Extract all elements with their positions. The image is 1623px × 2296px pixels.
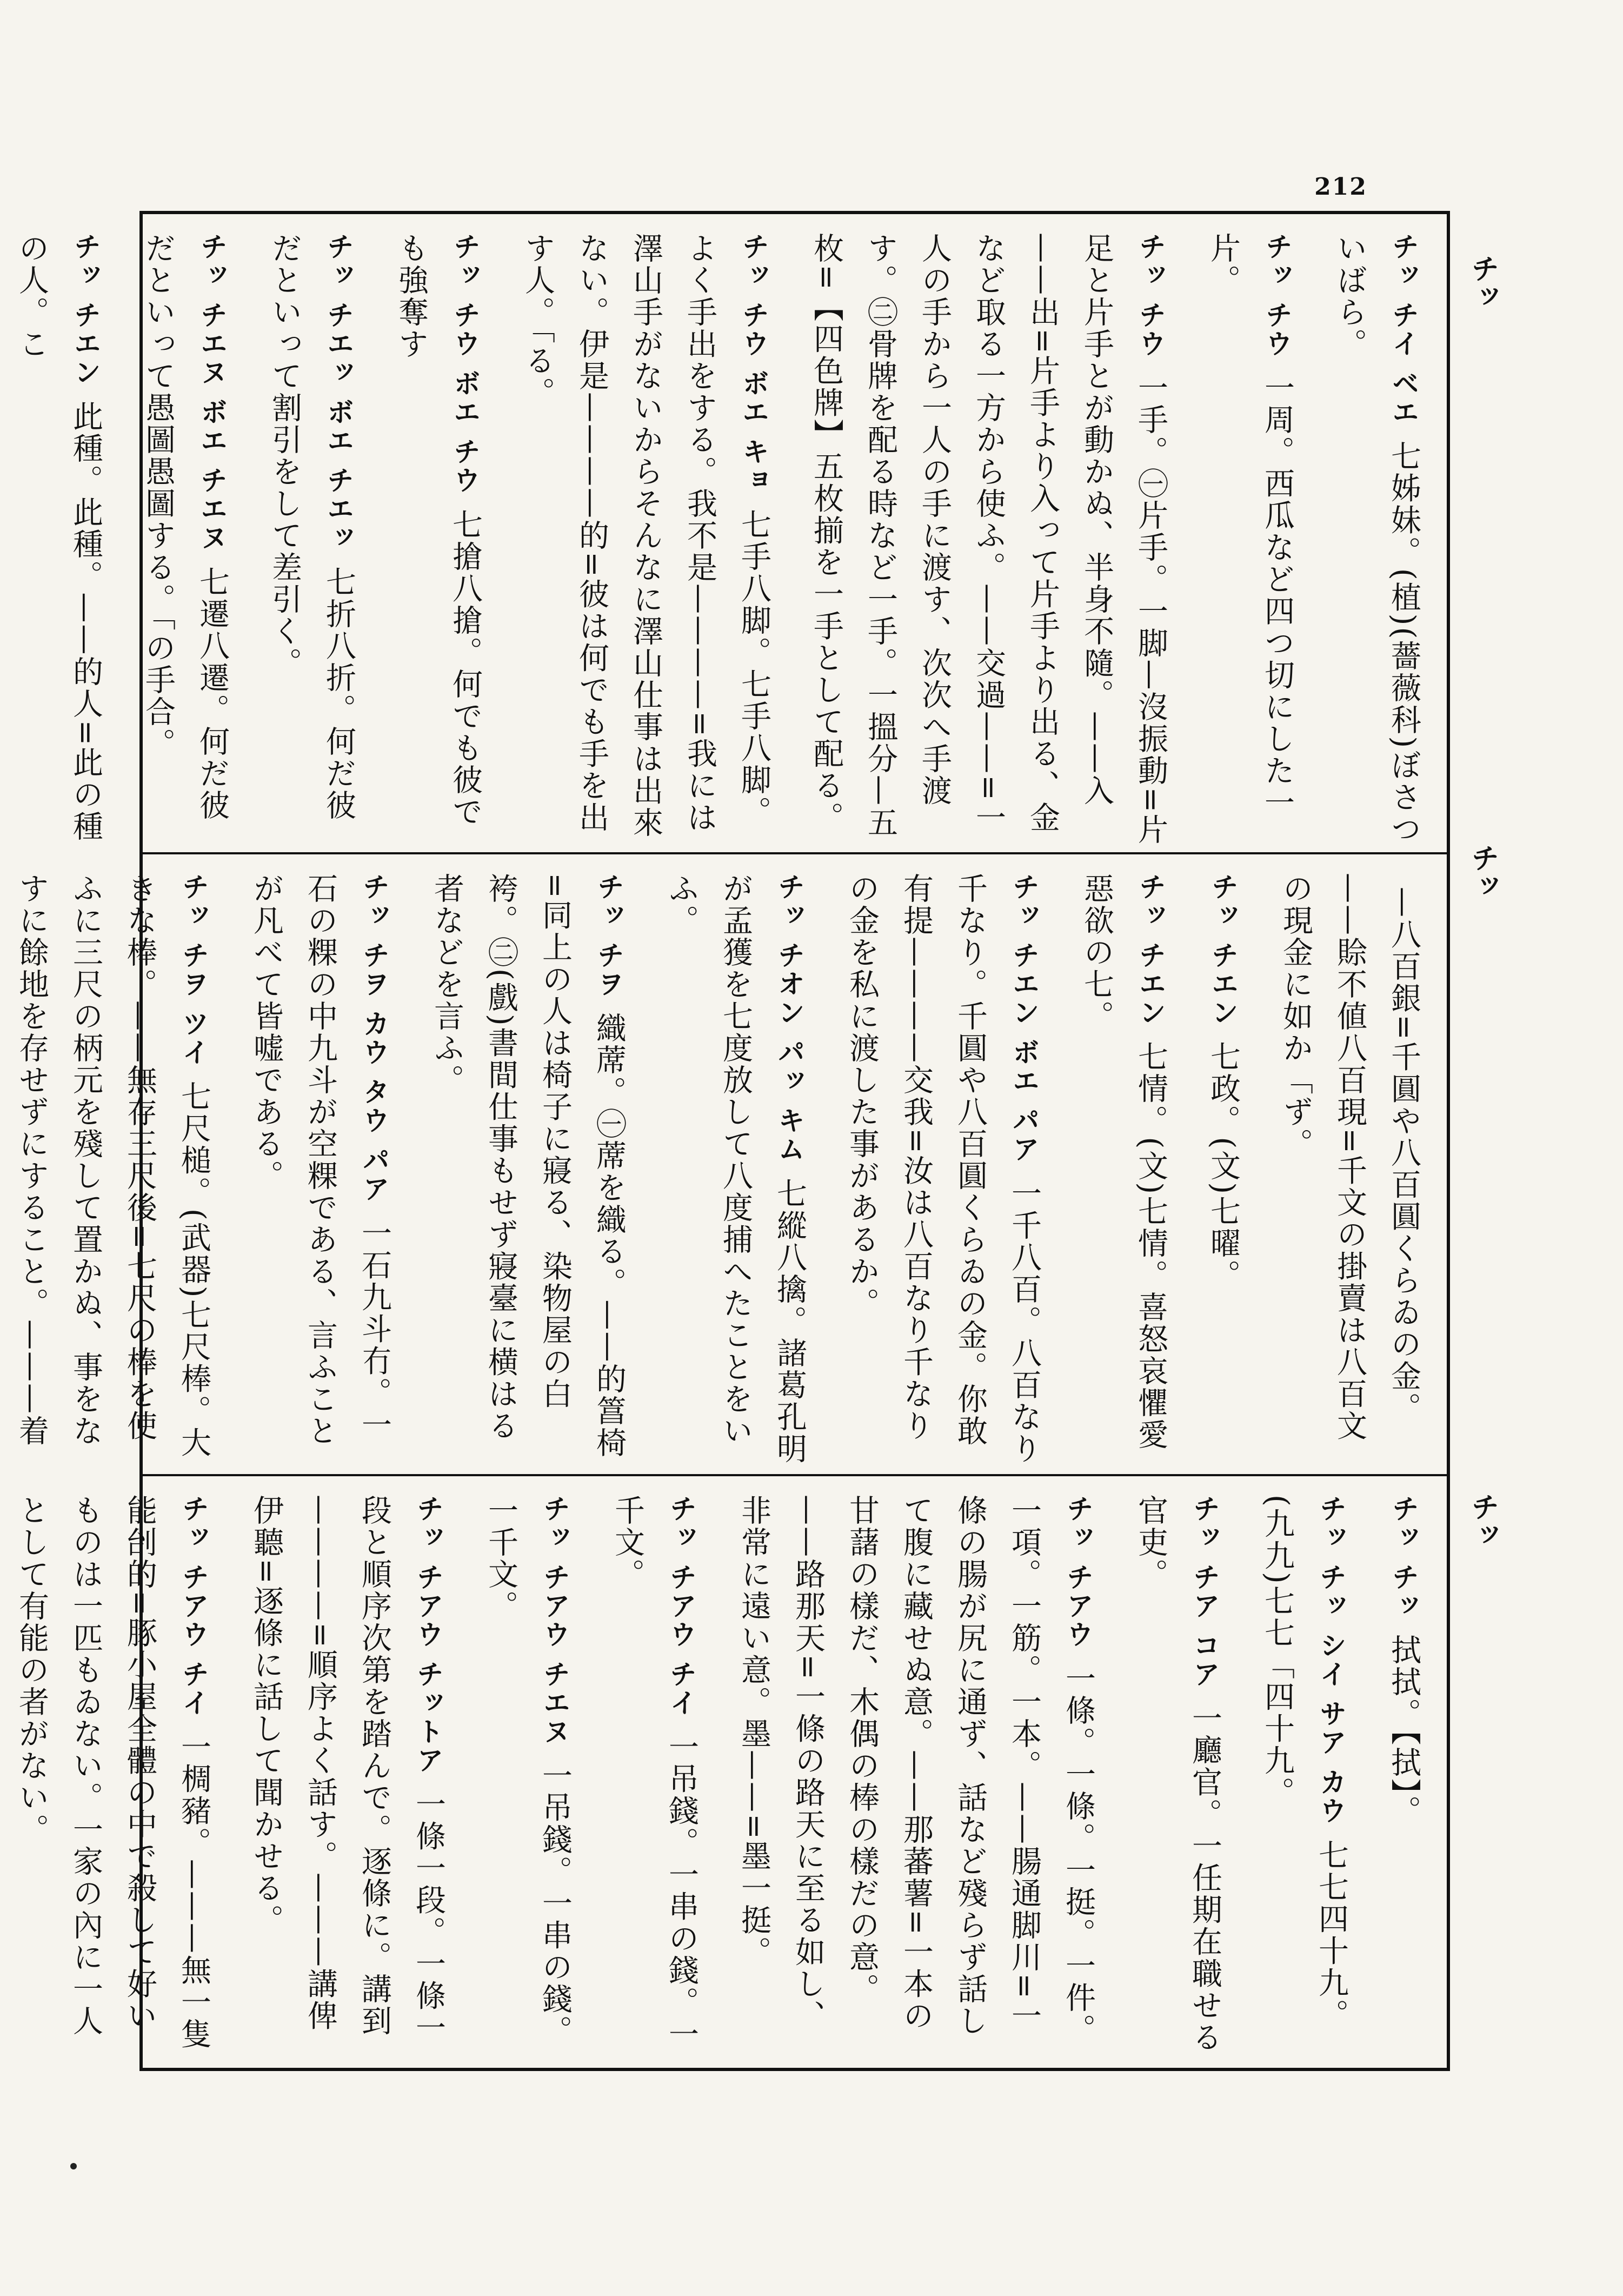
entry-headword: チッ チウ ボエ チウ — [449, 233, 481, 495]
dictionary-entry — [4, 233, 112, 847]
dictionary-entry — [474, 1495, 582, 2062]
entry-definition: 一條一段。一條一段と順序次第を踏んで。逐條に。講到————=順序よく話す。———講俾伊聽=逐條に話して聞かせる。 — [249, 1495, 446, 2044]
dictionary-entry — [384, 233, 492, 847]
dictionary-entry — [257, 233, 365, 847]
dictionary-entry — [1123, 1495, 1232, 2062]
dictionary-entry — [1268, 873, 1431, 1469]
entry-definition: 七七四十九。(九九)七七「四十九。 — [1260, 1495, 1349, 2031]
entry-headword: チッ チウ — [1261, 233, 1293, 359]
entry-definition: 七遷八遷。何だ彼だといって愚圖愚圖する。「の手合。 — [141, 233, 230, 822]
entry-headword: チッ チエヌ ボエ チエヌ — [196, 233, 228, 553]
dictionary-entry — [1322, 233, 1431, 847]
entry-definition: 一廳官。一任期在職せる官吏。 — [1133, 1495, 1222, 2054]
entry-headword: チッ チアウ チットア — [413, 1495, 444, 1775]
margin-index-top: チッ — [1466, 254, 1499, 310]
dictionary-entry — [131, 233, 239, 847]
entry-definition: 七情。(文)七情。喜怒哀懼愛惡欲の七。 — [1079, 873, 1168, 1451]
entry-definition: 拭拭。【拭】。 — [1386, 1634, 1421, 1828]
entry-headword: チッ チイ ベエ — [1388, 233, 1419, 427]
entry-headword: チッ チウ ボエ キョ — [738, 233, 769, 495]
dictionary-entry — [1376, 1495, 1431, 1827]
entry-definition: 七手八脚。七手八脚。よく手出をする。我不是————=我には澤山手がないからそんなに澤山仕事は出來ない。伊是————的=彼は何でも手を出す人。「る。 — [520, 233, 771, 839]
margin-index-bottom: チッ — [1466, 1492, 1499, 1549]
tier-middle — [14, 852, 1447, 1474]
entry-headword: チッ チエン — [1135, 873, 1166, 1027]
margin-index-middle: チッ — [1466, 844, 1499, 900]
entry-definition: 一條。一條。一挺。一件。一項。一筋。一本。——腸通脚川=一條の腸が尻に通ず、話など殘らず話して腹に藏せぬ意。——那蕃薯=一本の甘藷の樣だ、木偶の棒の樣だの意。——路那天=一條の路天に至る如し、非常に遠い意。墨——=墨一挺。 — [736, 1495, 1096, 2046]
entry-definition: —八百銀=千圓や八百圓くらゐの金。——賒不値八百現=千文の掛賣は八百文の現金に如か「ず。 — [1278, 873, 1421, 1442]
entry-definition: 七政。(文)七曜。 — [1206, 1041, 1241, 1292]
entry-definition: 一吊錢。一串の錢。一千文。 — [483, 1495, 573, 2047]
dictionary-entry — [1250, 1495, 1358, 2062]
entry-definition: 七尺槌。(武器)七尺棒。大きな棒。——無存三尺後=七尺の棒を使ふに三尺の柄元を殘して置かぬ、事をなすに餘地を存せずにすること。———着 — [14, 873, 211, 1459]
tier-bottom — [14, 1474, 1447, 2068]
entry-definition: 一吊錢。一串の錢。一千文。 — [610, 1495, 699, 2051]
page-number: 212 — [1314, 173, 1367, 201]
entry-headword: チッ チアウ チイ — [178, 1495, 209, 1717]
dictionary-entry — [0, 873, 221, 1469]
entry-headword: チッ チアウ チエヌ — [539, 1495, 570, 1746]
entry-headword: チッ チオン パッ キム — [774, 873, 805, 1164]
entry-definition: 一石九斗冇。一石の粿の中九斗が空粿である、言ふことが凡べて皆嘘である。 — [249, 873, 392, 1447]
dictionary-entry — [835, 873, 1051, 1469]
dictionary-entry — [600, 1495, 708, 2062]
ink-speck — [70, 2163, 77, 2169]
entry-headword: チッ チウ — [1135, 233, 1166, 359]
entry-definition: 一手。㊀片手。一脚—沒振動=片足と片手とが動かぬ、半身不隨。——入——出=片手より入って片手より出る、金など取る一方から使ふ。——交過——=一人の手から一人の手に渡す、次次へ手渡す。㊁骨牌を配る時など一手。一搵分—五枚=【四色牌】五枚揃を一手として配る。 — [809, 233, 1168, 846]
dictionary-entry — [1196, 873, 1250, 1291]
dictionary-frame — [14, 211, 1450, 2071]
dictionary-entry — [1196, 233, 1304, 847]
entry-definition: 此種。此種。——的人=此の種の人。こ — [14, 233, 103, 843]
dictionary-entry — [420, 873, 636, 1469]
dictionary-entry — [239, 873, 401, 1469]
entry-headword: チッ チエン ボエ パア — [1008, 873, 1040, 1164]
dictionary-entry — [799, 233, 1178, 847]
entry-definition: 織蓆。㊀蓆を織る。——的䈞椅=同上の人は椅子に寢る、染物屋の白袴。㊁(戲)書間仕事もせず寢臺に横はる者などを言ふ。 — [429, 873, 627, 1459]
entry-definition: 七縱八擒。諸葛孔明が孟獲を七度放して八度捕へたことをいふ。 — [664, 873, 807, 1465]
entry-headword: チッ チエン — [1207, 873, 1239, 1027]
dictionary-entry — [510, 233, 781, 847]
entry-headword: チッ チッ シイ サア カウ — [1315, 1495, 1347, 1826]
entry-headword: チッ チアウ チイ — [666, 1495, 697, 1717]
entry-headword: チッ チエッ ボエ チエッ — [323, 233, 354, 553]
entry-headword: チッ チアウ — [1062, 1495, 1094, 1649]
tier-top — [14, 214, 1447, 852]
entry-definition: 七折八折。何だ彼だといって割引をして差引く。 — [267, 233, 356, 822]
entry-headword: チッ チヲ — [593, 873, 624, 999]
entry-definition: 一椆豬。———無一隻能刣的=豚小屋全體の中で殺して好いものは一匹もゐない。一家の內に一人として有能の者がない。 — [14, 1495, 211, 2051]
dictionary-entry — [727, 1495, 1105, 2062]
dictionary-entry — [239, 1495, 455, 2062]
entry-headword: チッ チヲ ツイ — [178, 873, 209, 1067]
entry-headword: チッ チエン — [70, 233, 101, 387]
entry-definition: 七搶八搶。何でも彼でも強奪す — [394, 233, 483, 828]
dictionary-entry — [654, 873, 816, 1469]
entry-headword: チッ チッ — [1388, 1495, 1419, 1621]
entry-headword: チッ チヲ カウ タウ パア — [358, 873, 390, 1204]
entry-definition: 七姊妹。(植)(薔薇科)ぼさついばら。 — [1332, 233, 1421, 846]
dictionary-entry — [4, 1495, 221, 2062]
dictionary-entry — [1069, 873, 1178, 1469]
entry-definition: 一周。西瓜など四つ切にした一片。 — [1206, 233, 1295, 819]
entry-headword: チッ チア コア — [1189, 1495, 1220, 1689]
entry-definition: 一千八百。八百なり千なり。千圓や八百圓くらゐの金。你敢有提————交我=汝は八百なり千なりの金を私に渡した事があるか。 — [844, 873, 1042, 1465]
